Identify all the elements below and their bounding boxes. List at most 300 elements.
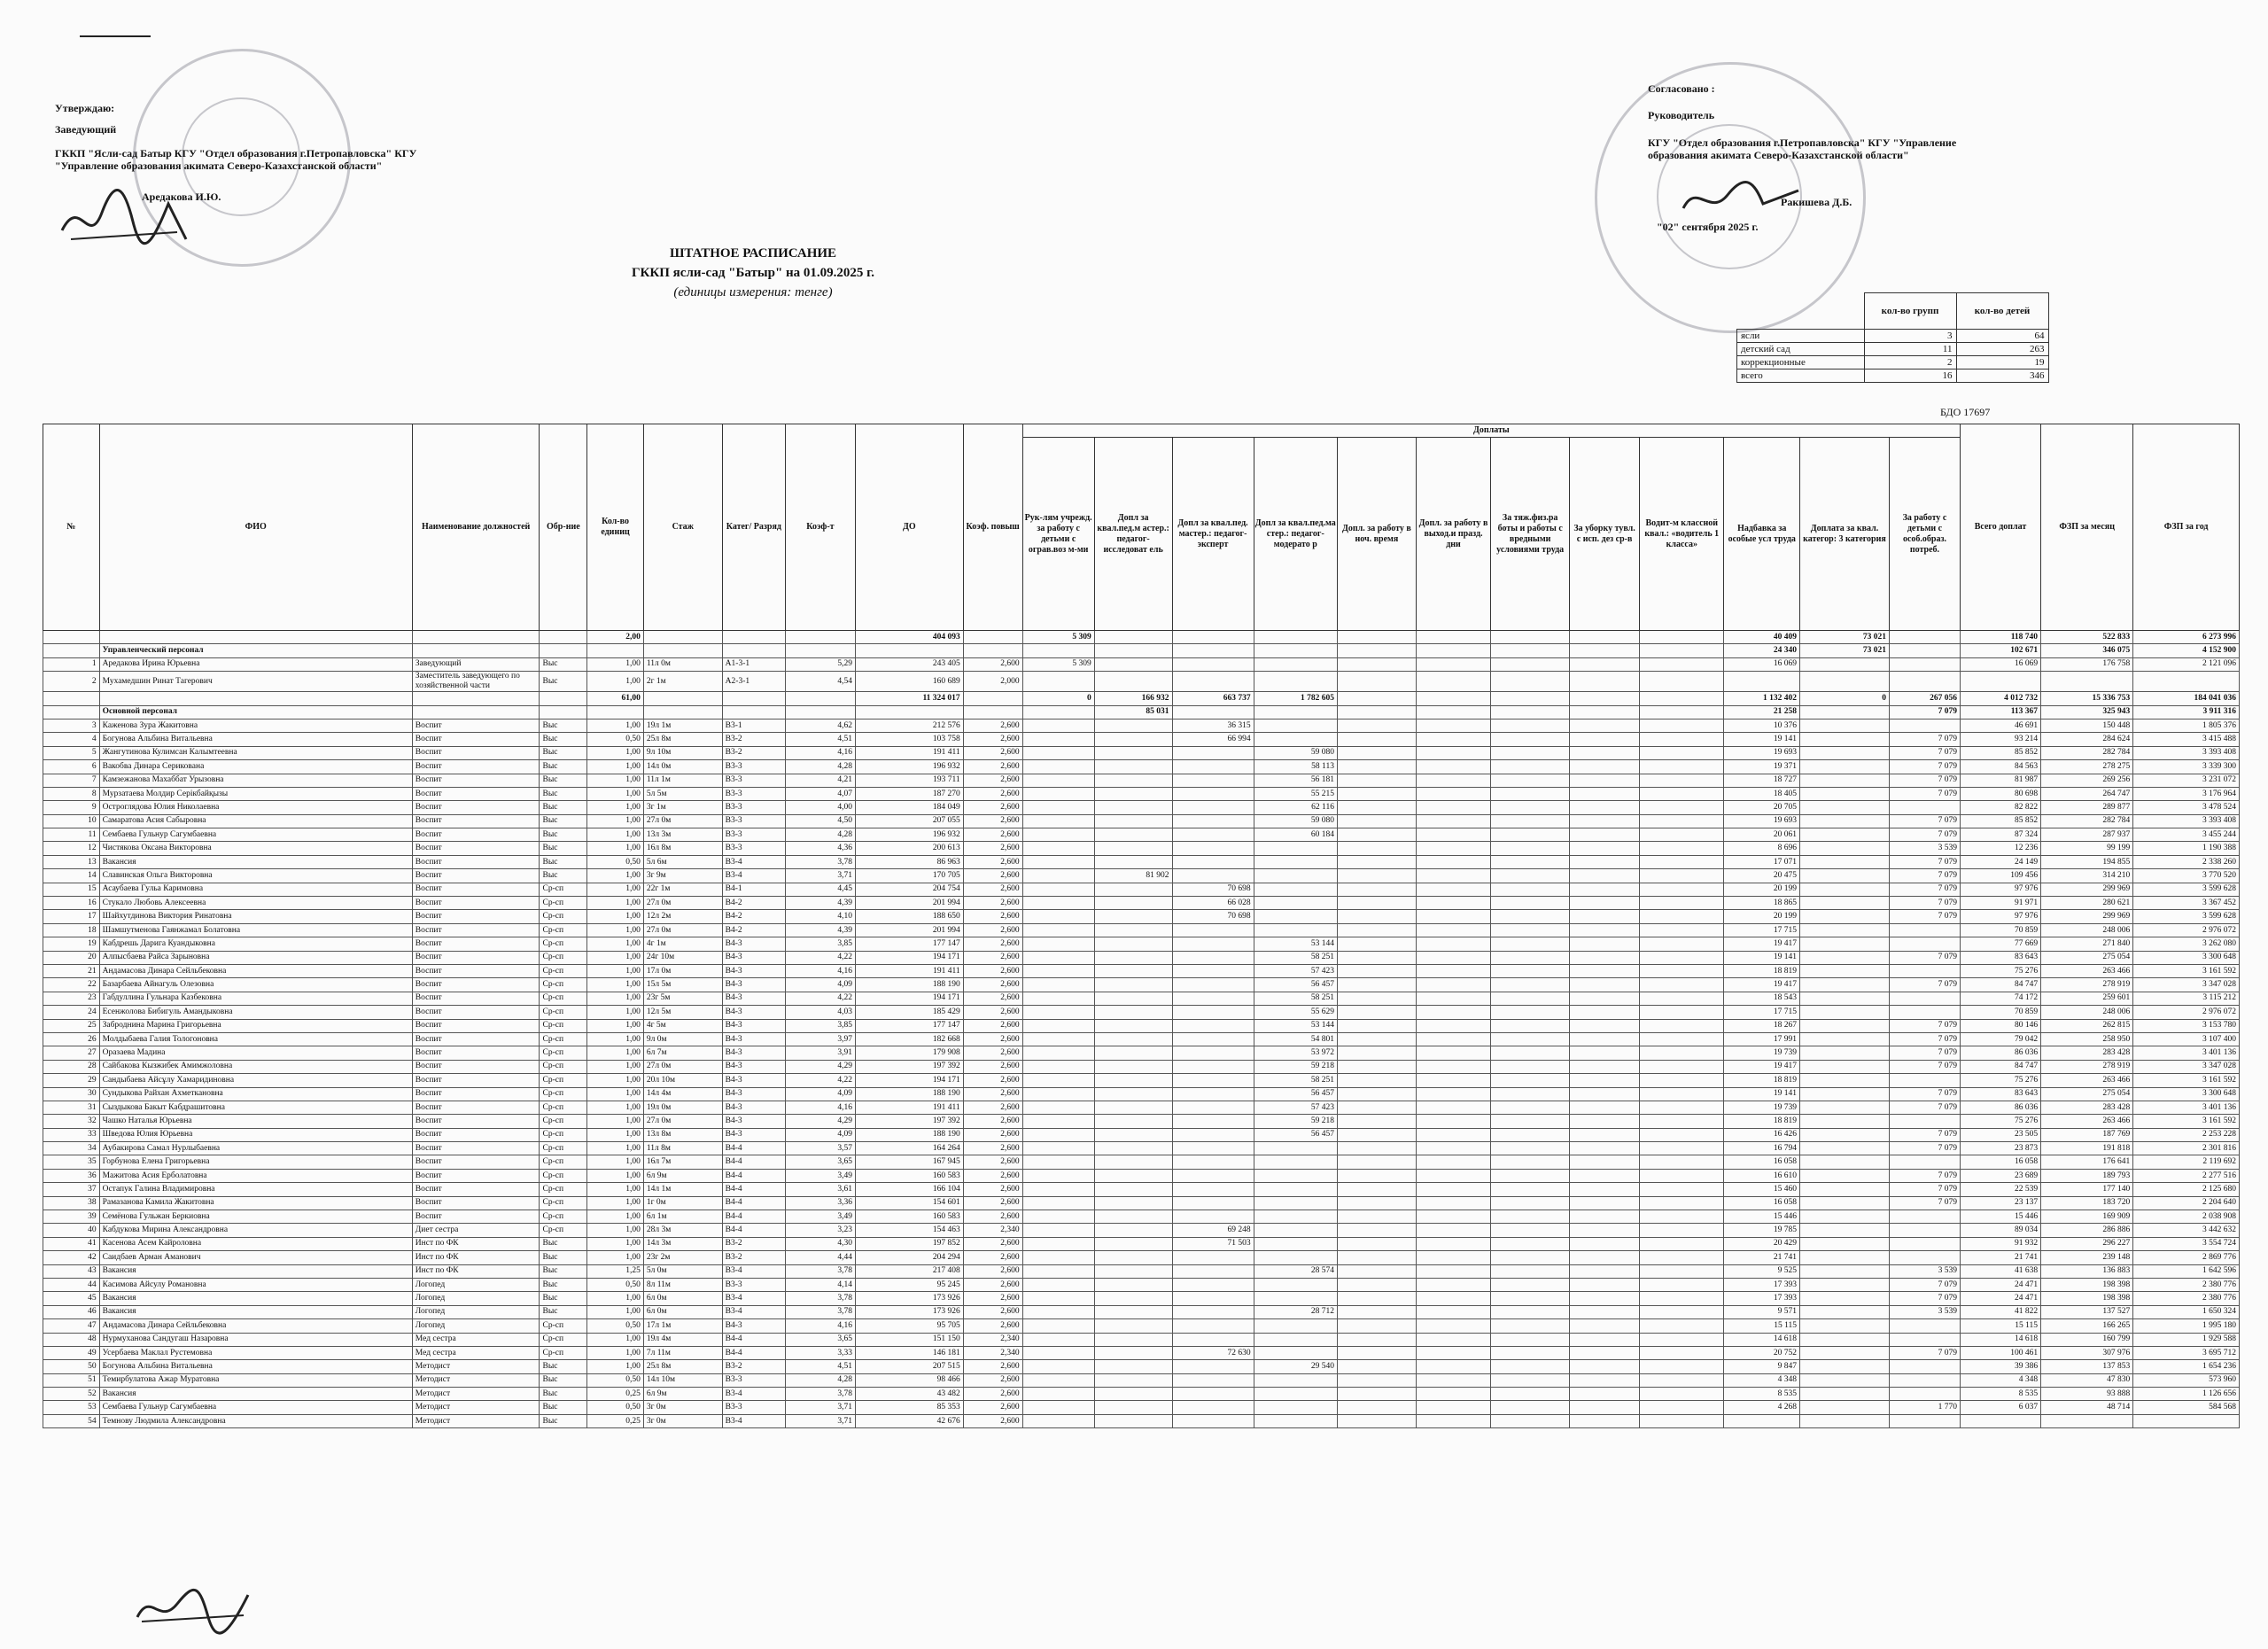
table-cell: 17 393 (1724, 1292, 1800, 1305)
agreement-line: образования акимата Северо-Казахстанской области" (1648, 149, 1909, 161)
table-cell: Ср-сп (540, 1155, 587, 1169)
table-cell: 2,340 (963, 1346, 1022, 1359)
table-cell: Мухамедшин Ринат Тагерович (99, 672, 412, 692)
table-cell (1094, 964, 1172, 977)
table-cell: Мурзатаева Молдир Серікбайқызы (99, 787, 412, 800)
table-cell: 19 739 (1724, 1046, 1800, 1060)
table-cell: 2,600 (963, 1060, 1022, 1073)
table-cell (1491, 937, 1570, 951)
table-cell (1640, 869, 1724, 883)
table-cell: Касенова Асем Кайроловна (99, 1237, 412, 1250)
table-cell (1800, 1319, 1890, 1333)
document-title (532, 244, 975, 302)
table-cell: 1,00 (587, 1142, 644, 1155)
table-cell: В4-4 (722, 1224, 785, 1237)
table-cell: 194 855 (2041, 855, 2133, 868)
table-cell: 2,600 (963, 787, 1022, 800)
table-cell (1172, 1155, 1254, 1169)
table-cell: 3 415 488 (2133, 733, 2240, 746)
table-cell: 13л 3м (643, 828, 722, 842)
table-cell: Выс (540, 842, 587, 855)
table-row (43, 760, 2240, 774)
table-row (43, 897, 2240, 910)
table-cell: 9л 0м (643, 1032, 722, 1046)
table-cell (1491, 1060, 1570, 1073)
table-row (43, 1046, 2240, 1060)
table-cell: Мед сестра (412, 1346, 540, 1359)
table-cell: 109 456 (1961, 869, 2041, 883)
table-cell: В3-3 (722, 1401, 785, 1414)
table-cell (1570, 951, 1640, 964)
table-cell: 3,85 (785, 1019, 855, 1032)
table-cell (1337, 1115, 1416, 1128)
table-cell: 18 543 (1724, 992, 1800, 1005)
table-cell (1022, 1360, 1094, 1373)
table-cell: 15 446 (1724, 1210, 1800, 1224)
table-cell: Ср-сп (540, 1142, 587, 1155)
table-cell: 7 079 (1889, 1060, 1960, 1073)
table-cell (1022, 1019, 1094, 1032)
table-cell: 4,29 (785, 1115, 855, 1128)
table-cell (1022, 897, 1094, 910)
table-cell: 102 671 (1961, 644, 2041, 657)
table-cell: 58 113 (1254, 760, 1337, 774)
table-cell: 1,00 (587, 719, 644, 732)
summary-cell: 2 (1864, 356, 1956, 369)
table-cell: Базарбаева Айнагуль Олезовна (99, 978, 412, 992)
table-cell: 1 995 180 (2133, 1319, 2240, 1333)
table-cell: 4,39 (785, 897, 855, 910)
table-row (43, 1142, 2240, 1155)
table-cell: 15 (43, 883, 100, 896)
title-line: ШТАТНОЕ РАСПИСАНИЕ (669, 246, 837, 261)
table-cell: 194 171 (855, 992, 963, 1005)
table-row (43, 746, 2240, 759)
table-cell: 2,600 (963, 1319, 1022, 1333)
table-cell: 41 638 (1961, 1264, 2041, 1278)
table-cell: 2,340 (963, 1224, 1022, 1237)
table-cell (1570, 1196, 1640, 1210)
table-cell: 23г 5м (643, 992, 722, 1005)
table-row (43, 1373, 2240, 1387)
table-cell: 23г 2м (643, 1251, 722, 1264)
table-cell: 193 711 (855, 774, 963, 787)
table-cell (1022, 828, 1094, 842)
table-cell: Остапук Галина Владимировна (99, 1183, 412, 1196)
table-cell: 573 960 (2133, 1373, 2240, 1387)
table-cell (1337, 1032, 1416, 1046)
table-cell (2041, 1414, 2133, 1427)
table-cell (963, 692, 1022, 705)
table-cell: 47 830 (2041, 1373, 2133, 1387)
table-cell: 7 079 (1889, 910, 1960, 923)
table-cell: 57 423 (1254, 964, 1337, 977)
table-cell (2133, 1414, 2240, 1427)
table-cell: 2,600 (963, 1237, 1022, 1250)
table-cell: Вакансия (99, 1264, 412, 1278)
table-cell: 7 079 (1889, 733, 1960, 746)
table-cell (1491, 1346, 1570, 1359)
table-cell: 201 994 (855, 897, 963, 910)
table-cell (1022, 801, 1094, 814)
table-row (43, 1128, 2240, 1141)
table-cell (1337, 746, 1416, 759)
table-cell: 3 770 520 (2133, 869, 2240, 883)
table-cell: 1,00 (587, 1251, 644, 1264)
table-cell: 4,28 (785, 828, 855, 842)
table-row (43, 978, 2240, 992)
table-cell (1094, 1142, 1172, 1155)
table-cell (1337, 923, 1416, 937)
table-cell (1254, 1414, 1337, 1427)
table-cell: 160 583 (855, 1169, 963, 1182)
table-cell: 85 353 (855, 1401, 963, 1414)
table-cell: 60 184 (1254, 828, 1337, 842)
table-cell: 4,51 (785, 733, 855, 746)
table-cell (1337, 1224, 1416, 1237)
table-row (43, 1319, 2240, 1333)
table-cell (1337, 1414, 1416, 1427)
table-cell (1337, 644, 1416, 657)
table-cell: 3 539 (1889, 842, 1960, 855)
table-cell: 2,600 (963, 1414, 1022, 1427)
table-cell (1094, 1224, 1172, 1237)
table-cell: 58 251 (1254, 951, 1337, 964)
table-cell: 184 049 (855, 801, 963, 814)
table-cell: В3-4 (722, 1305, 785, 1318)
table-cell (1491, 1019, 1570, 1032)
table-cell (1022, 1074, 1094, 1087)
table-row (43, 869, 2240, 883)
table-cell (1416, 692, 1490, 705)
table-cell: Воспит (412, 897, 540, 910)
table-cell: Кабдукова Мирина Александровна (99, 1224, 412, 1237)
table-cell (1022, 774, 1094, 787)
table-cell: 85 852 (1961, 814, 2041, 828)
table-cell: Выс (540, 1251, 587, 1264)
table-cell (1254, 1169, 1337, 1182)
table-cell (1640, 1115, 1724, 1128)
table-cell: 299 969 (2041, 910, 2133, 923)
table-cell (1491, 910, 1570, 923)
table-cell (1416, 1183, 1490, 1196)
table-cell: Ср-сп (540, 1087, 587, 1101)
table-row (43, 1305, 2240, 1318)
table-cell: В4-4 (722, 1333, 785, 1346)
table-cell (1337, 774, 1416, 787)
table-cell (1416, 774, 1490, 787)
table-cell: 7 079 (1889, 1292, 1960, 1305)
table-cell: 7 079 (1889, 774, 1960, 787)
table-cell (1800, 672, 1890, 692)
table-cell: 4,54 (785, 672, 855, 692)
table-cell (1022, 1264, 1094, 1278)
table-cell (1337, 1196, 1416, 1210)
table-cell: 4,45 (785, 883, 855, 896)
table-cell: 2,600 (963, 978, 1022, 992)
table-cell (1172, 1074, 1254, 1087)
table-cell (1094, 1183, 1172, 1196)
table-cell: Логопед (412, 1278, 540, 1291)
table-cell: 4,28 (785, 760, 855, 774)
table-cell (1491, 733, 1570, 746)
table-cell (1570, 1155, 1640, 1169)
table-cell: Ср-сп (540, 883, 587, 896)
table-row (43, 1019, 2240, 1032)
table-cell: 2,600 (963, 1183, 1022, 1196)
table-cell (1254, 1210, 1337, 1224)
table-cell: 243 405 (855, 657, 963, 671)
table-row (43, 1074, 2240, 1087)
table-cell: 21 (43, 964, 100, 977)
table-cell: 15л 5м (643, 978, 722, 992)
table-cell: В4-4 (722, 1210, 785, 1224)
table-cell: 3 695 712 (2133, 1346, 2240, 1359)
table-cell: Вакансия (99, 1292, 412, 1305)
table-cell (1640, 1128, 1724, 1141)
table-cell (1491, 760, 1570, 774)
table-cell (1570, 1319, 1640, 1333)
table-cell: 2 038 908 (2133, 1210, 2240, 1224)
table-cell: Воспит (412, 1210, 540, 1224)
table-cell (1254, 1251, 1337, 1264)
table-cell: 15 115 (1961, 1319, 2041, 1333)
table-cell (1172, 1210, 1254, 1224)
table-cell: 1,25 (587, 1264, 644, 1278)
summary-row (1737, 369, 2049, 383)
table-cell: 3 539 (1889, 1264, 1960, 1278)
table-cell: 3 347 028 (2133, 1060, 2240, 1073)
table-cell: 154 463 (855, 1224, 963, 1237)
table-cell: Асаубаева Гульа Каримовна (99, 883, 412, 896)
table-cell (412, 631, 540, 644)
table-row (43, 1333, 2240, 1346)
table-cell (1022, 1087, 1094, 1101)
table-cell: Касимова Айсулу Романовна (99, 1278, 412, 1291)
table-cell: Мед сестра (412, 1333, 540, 1346)
table-cell (1491, 1210, 1570, 1224)
table-cell: 52 (43, 1388, 100, 1401)
table-cell (1416, 910, 1490, 923)
table-cell: В3-4 (722, 855, 785, 868)
table-cell: Ср-сп (540, 1169, 587, 1182)
table-cell: Ср-сп (540, 951, 587, 964)
table-cell: Выс (540, 1401, 587, 1414)
table-cell (1491, 869, 1570, 883)
table-cell (1640, 692, 1724, 705)
table-cell: 97 976 (1961, 883, 2041, 896)
table-cell (1491, 814, 1570, 828)
col-header: Допл. за работу в выход.и празд. дни (1416, 438, 1490, 631)
table-cell: 54 801 (1254, 1032, 1337, 1046)
table-cell: Ср-сп (540, 1101, 587, 1114)
table-cell: Вакансия (99, 855, 412, 868)
table-cell (1491, 1224, 1570, 1237)
table-cell (1337, 1087, 1416, 1101)
table-cell (855, 644, 963, 657)
col-header: Наименование должностей (412, 424, 540, 631)
table-cell: 169 909 (2041, 1210, 2133, 1224)
table-cell (1172, 746, 1254, 759)
agreement-line: Согласовано : (1648, 82, 1715, 95)
table-cell: 3 115 212 (2133, 992, 2240, 1005)
table-cell: В4-3 (722, 1115, 785, 1128)
table-cell (1800, 1155, 1890, 1169)
table-cell: 3 347 028 (2133, 978, 2240, 992)
table-cell (1022, 1060, 1094, 1073)
table-cell: 83 643 (1961, 951, 2041, 964)
table-cell (1800, 705, 1890, 719)
summary-row (1737, 356, 2049, 369)
table-row (43, 1115, 2240, 1128)
table-cell (1570, 1046, 1640, 1060)
table-cell: 0,25 (587, 1414, 644, 1427)
table-cell: 263 466 (2041, 964, 2133, 977)
table-cell (1889, 631, 1960, 644)
summary-cell: 19 (1956, 356, 2048, 369)
table-cell (412, 705, 540, 719)
table-cell: 7 079 (1889, 1142, 1960, 1155)
table-row (43, 733, 2240, 746)
table-cell: 41 822 (1961, 1305, 2041, 1318)
table-cell (1094, 760, 1172, 774)
table-cell: 55 215 (1254, 787, 1337, 800)
table-cell: 314 210 (2041, 869, 2133, 883)
table-cell: 18 865 (1724, 897, 1800, 910)
table-cell: 1,00 (587, 883, 644, 896)
table-cell: 2,600 (963, 1196, 1022, 1210)
table-cell: 17л 0м (643, 964, 722, 977)
table-cell (1570, 1224, 1640, 1237)
table-cell (1254, 733, 1337, 746)
table-cell (1416, 992, 1490, 1005)
table-cell: 2,600 (963, 719, 1022, 732)
table-cell: 2 380 776 (2133, 1278, 2240, 1291)
table-cell (1640, 1210, 1724, 1224)
table-cell (1640, 897, 1724, 910)
table-cell: Выс (540, 672, 587, 692)
table-cell (785, 644, 855, 657)
table-cell (1022, 937, 1094, 951)
table-cell (2133, 672, 2240, 692)
table-cell (1337, 1183, 1416, 1196)
table-row (43, 937, 2240, 951)
table-cell (1416, 1360, 1490, 1373)
table-cell: Заведующий (412, 657, 540, 671)
table-cell (1094, 1251, 1172, 1264)
table-cell: 9 (43, 801, 100, 814)
table-cell: Воспит (412, 787, 540, 800)
table-cell (1337, 1305, 1416, 1318)
table-cell: 7 079 (1889, 1019, 1960, 1032)
table-cell (412, 692, 540, 705)
table-row (43, 801, 2240, 814)
table-cell: 275 054 (2041, 1087, 2133, 1101)
table-cell: 19 141 (1724, 1087, 1800, 1101)
table-cell: 91 971 (1961, 897, 2041, 910)
table-cell: Методист (412, 1414, 540, 1427)
table-cell: В4-2 (722, 923, 785, 937)
table-cell (1491, 1128, 1570, 1141)
table-row (43, 644, 2240, 657)
table-cell (1094, 1032, 1172, 1046)
table-cell (99, 631, 412, 644)
table-row (43, 923, 2240, 937)
table-cell: 85 852 (1961, 746, 2041, 759)
table-cell (1172, 828, 1254, 842)
table-cell: 17 715 (1724, 1006, 1800, 1019)
table-cell: 7л 11м (643, 1346, 722, 1359)
table-cell: 17 (43, 910, 100, 923)
table-cell (1491, 1032, 1570, 1046)
table-cell: 19 785 (1724, 1224, 1800, 1237)
table-cell: 2,600 (963, 842, 1022, 855)
table-cell: 69 248 (1172, 1224, 1254, 1237)
table-cell (1800, 1046, 1890, 1060)
table-cell (1094, 1237, 1172, 1250)
table-cell: 299 969 (2041, 883, 2133, 896)
table-cell (722, 644, 785, 657)
table-cell: В3-3 (722, 801, 785, 814)
table-cell: Воспит (412, 1101, 540, 1114)
table-cell: Выс (540, 1388, 587, 1401)
table-cell (1416, 1292, 1490, 1305)
table-cell (1491, 1401, 1570, 1414)
col-header: Допл за квал.пед.ма стер.: педагог-модерато р (1254, 438, 1337, 631)
col-header: Доплата за квал. категор: 3 категория (1800, 438, 1890, 631)
table-cell: 2,600 (963, 1292, 1022, 1305)
table-cell (1800, 1360, 1890, 1373)
table-cell: 8 (43, 787, 100, 800)
table-cell: 1,00 (587, 657, 644, 671)
table-cell (1491, 897, 1570, 910)
table-cell: 2,600 (963, 1360, 1022, 1373)
table-cell (1570, 883, 1640, 896)
table-cell: 4 (43, 733, 100, 746)
agreement-date: "02" сентября 2025 г. (1657, 221, 1759, 233)
table-cell: 3,57 (785, 1142, 855, 1155)
table-cell: 7 079 (1889, 897, 1960, 910)
table-cell: 7 (43, 774, 100, 787)
table-cell: 24 471 (1961, 1292, 2041, 1305)
table-cell: 57 423 (1254, 1101, 1337, 1114)
table-cell: 3 231 072 (2133, 774, 2240, 787)
table-cell: 61,00 (587, 692, 644, 705)
table-cell (1022, 1142, 1094, 1155)
table-cell (1022, 1251, 1094, 1264)
table-cell (1570, 644, 1640, 657)
table-cell: 1,00 (587, 1046, 644, 1060)
table-cell: 55 629 (1254, 1006, 1337, 1019)
table-cell: Воспит (412, 964, 540, 977)
table-cell (1094, 910, 1172, 923)
approval-line: ГККП "Ясли-сад Батыр КГУ "Отдел образования г.Петропавловска" КГУ (55, 147, 417, 159)
table-cell: 79 042 (1961, 1032, 2041, 1046)
table-cell: 4,30 (785, 1237, 855, 1250)
table-cell (1337, 1155, 1416, 1169)
table-cell (1172, 1333, 1254, 1346)
table-cell: 18 727 (1724, 774, 1800, 787)
table-cell (1172, 951, 1254, 964)
table-cell: Жангутинова Кулимсан Калымтеевна (99, 746, 412, 759)
table-cell (1640, 801, 1724, 814)
table-cell: Габдуллина Гульнара Казбековна (99, 992, 412, 1005)
table-cell (1640, 814, 1724, 828)
table-cell (1416, 1278, 1490, 1291)
table-cell: 56 457 (1254, 978, 1337, 992)
table-cell: 1 805 376 (2133, 719, 2240, 732)
table-cell: Заброднина Марина Григорьевна (99, 1019, 412, 1032)
